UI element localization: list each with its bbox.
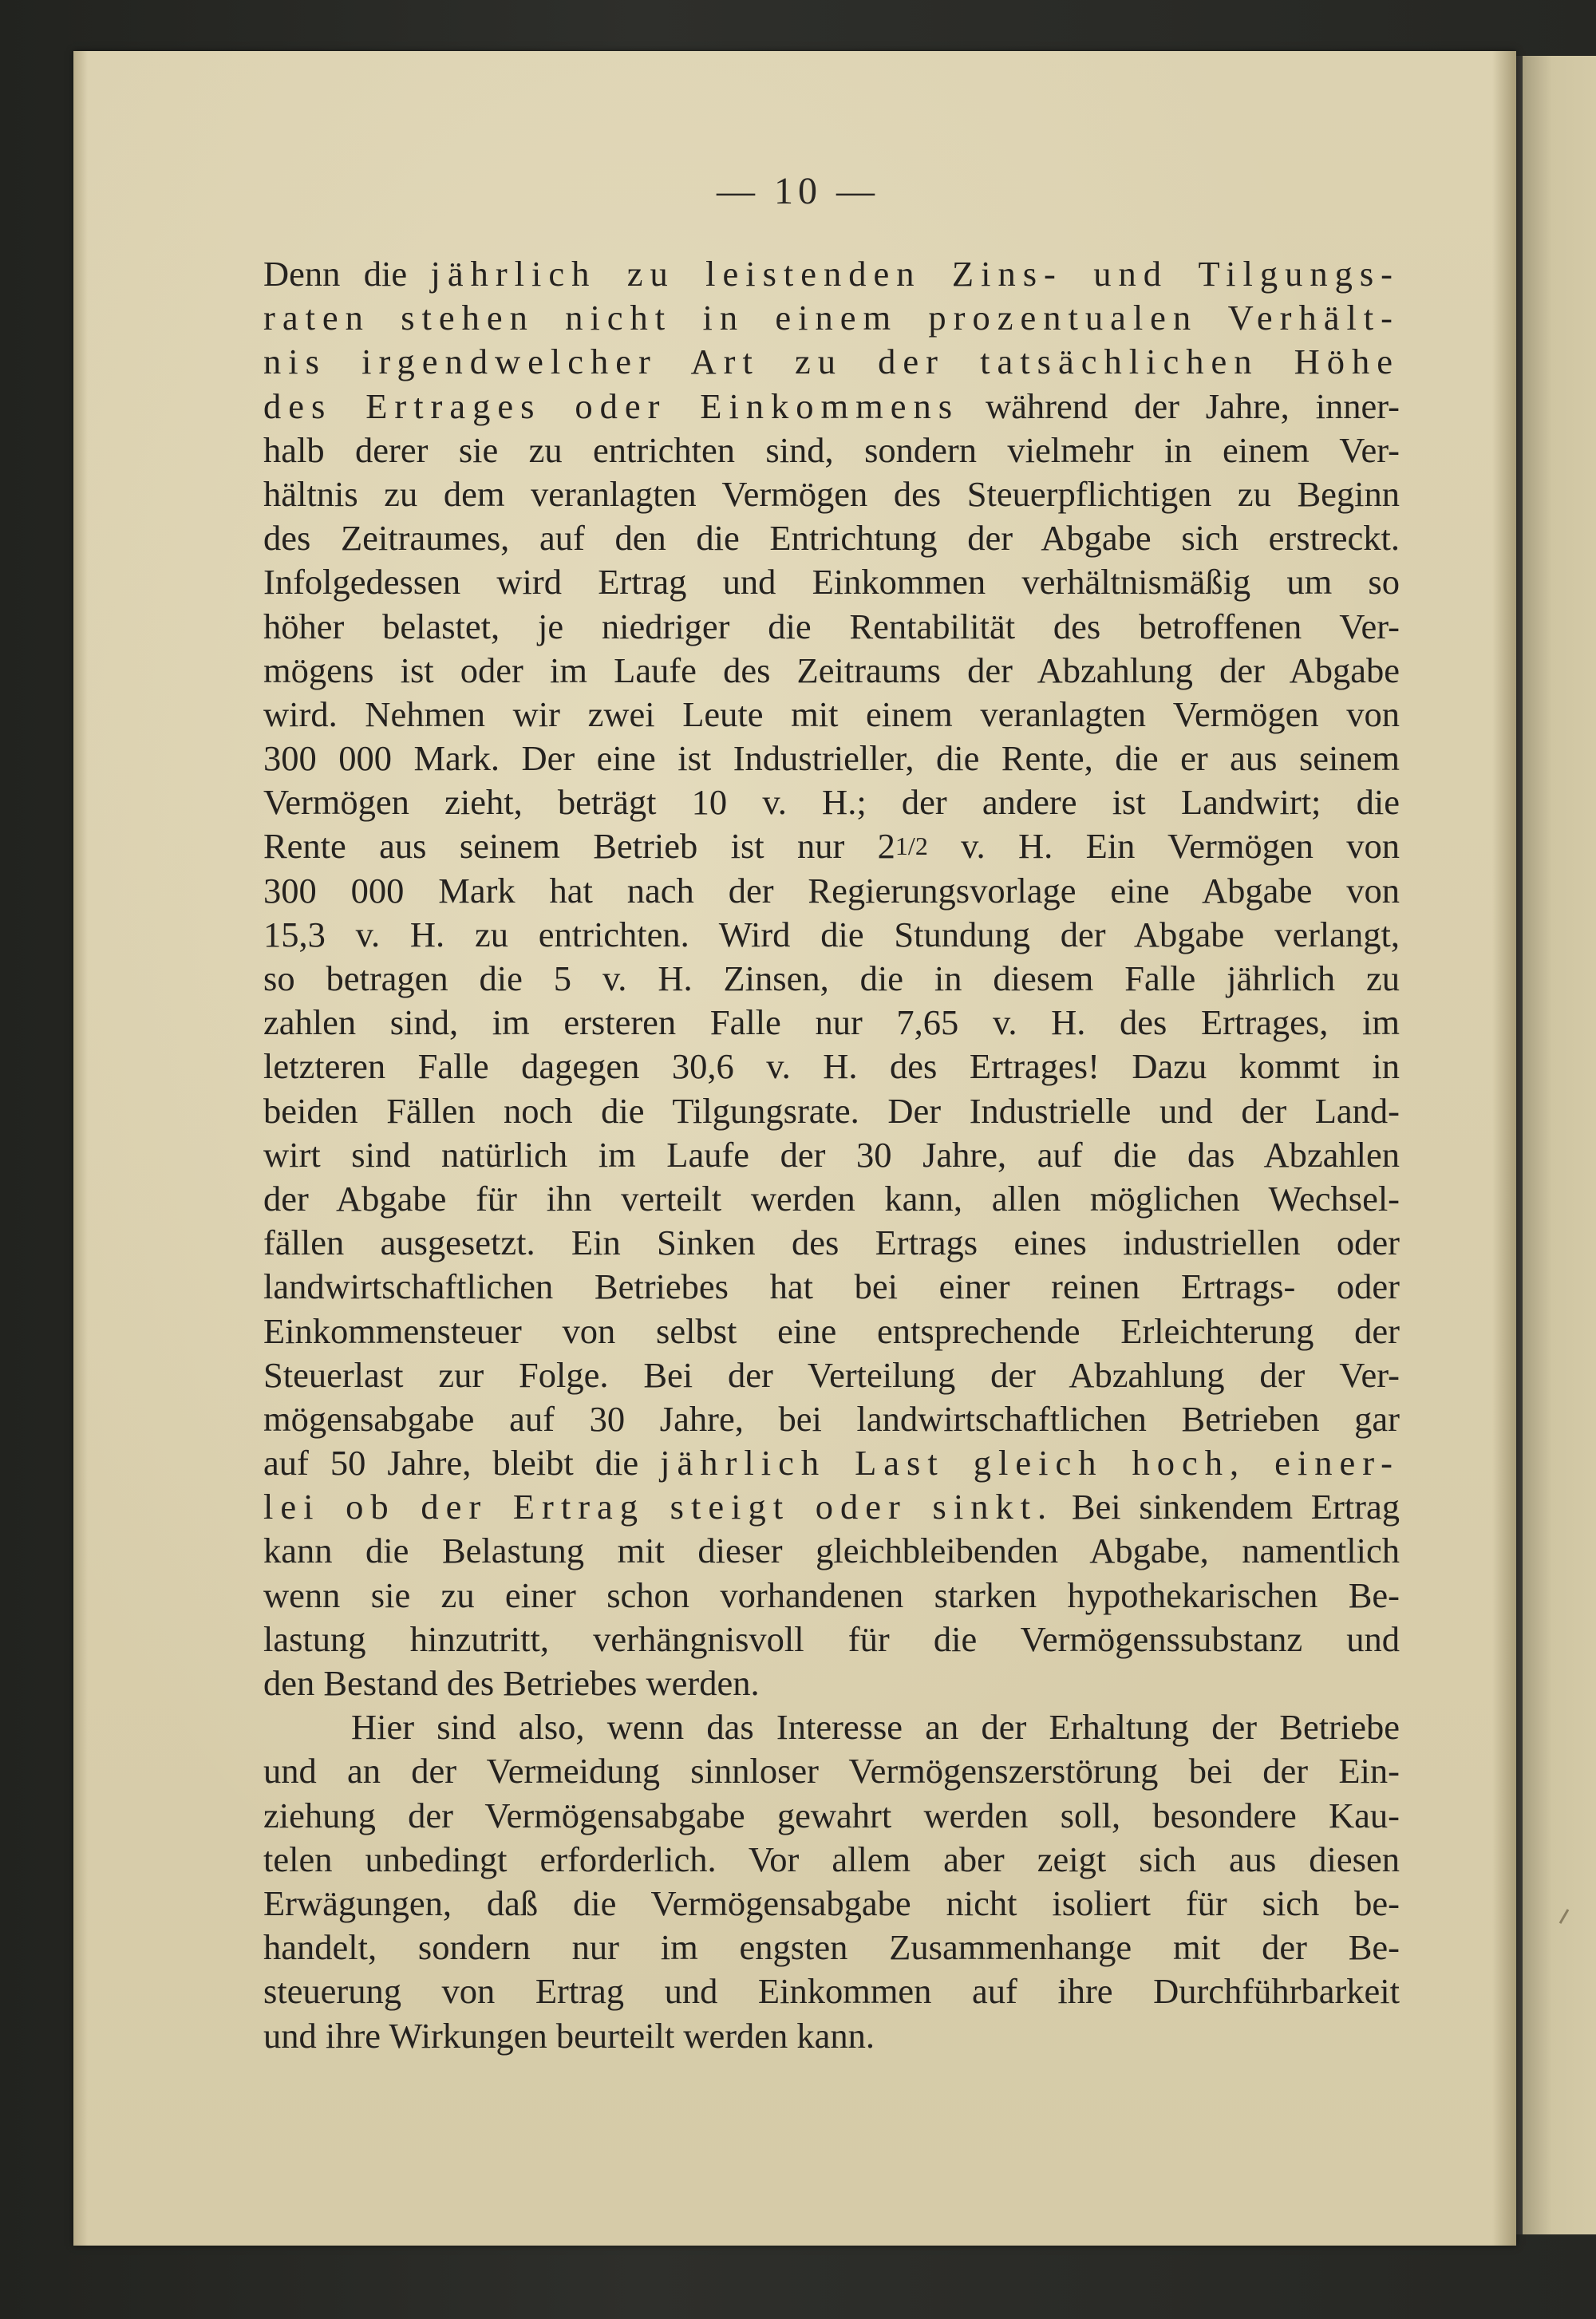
book-gutter (1516, 56, 1523, 2234)
spaced-emphasis: jährlich zu leistenden Zins- und Tilgungs- (430, 254, 1400, 294)
text-line (263, 1749, 1400, 1793)
page-left-shadow (73, 51, 88, 2246)
text-run: wirt sind natürlich im Laufe der 30 Jahre, auf die das Abzahlen (263, 1134, 1400, 1175)
text-line (263, 1265, 1400, 1309)
text-run: während der Jahre, inner- (959, 385, 1400, 426)
text-line (263, 1969, 1400, 2013)
text-run: mögensabgabe auf 30 Jahre, bei landwirtschaftlichen Betrieben gar (263, 1398, 1400, 1439)
text-line (263, 1618, 1400, 1661)
text-line (263, 693, 1400, 737)
text-run: Rente aus seinem Betrieb ist nur 2 (263, 826, 895, 867)
text-run: höher belastet, je niedriger die Rentabilität des betroffenen Ver- (263, 606, 1400, 646)
text-line (263, 1441, 1400, 1485)
text-line (263, 1838, 1400, 1882)
text-run: so betragen die 5 v. H. Zinsen, die in diesem Falle jährlich zu (263, 958, 1400, 998)
text-run: Denn die (263, 254, 431, 294)
text-line (263, 1574, 1400, 1618)
text-run: zahlen sind, im ersteren Falle nur 7,65 v. H. des Ertrages, im (263, 1002, 1400, 1043)
text-run: wenn sie zu einer schon vorhandenen starken hypothekarischen Be- (263, 1574, 1400, 1615)
text-run: beiden Fällen noch die Tilgungsrate. Der Industrielle und der Land- (263, 1090, 1400, 1131)
text-run: letzteren Falle dagegen 30,6 v. H. des Ertrages! Dazu kommt in (263, 1046, 1400, 1087)
text-run: telen unbedingt erforderlich. Vor allem aber zeigt sich aus diesen (263, 1839, 1400, 1879)
text-line (263, 1133, 1400, 1177)
text-line (263, 340, 1400, 384)
text-line (263, 1045, 1400, 1088)
text-run: landwirtschaftlichen Betriebes hat bei einer reinen Ertrags- oder (263, 1266, 1400, 1307)
text-run: Erwägungen, daß die Vermögensabgabe nicht isoliert für sich be- (263, 1882, 1400, 1923)
text-run: auf 50 Jahre, bleibt die (263, 1443, 661, 1483)
text-run: kann die Belastung mit dieser gleichbleibenden Abgabe, namentlich (263, 1531, 1400, 1571)
text-line (263, 1089, 1400, 1133)
text-run: ziehung der Vermögensabgabe gewahrt werden soll, besondere Kau- (263, 1795, 1400, 1835)
text-run: 300 000 Mark. Der eine ist Industrieller, die Rente, die er aus seinem (263, 738, 1400, 779)
text-run: steuerung von Ertrag und Einkommen auf ihre Durchführbarkeit (263, 1971, 1400, 2012)
text-run: 300 000 Mark hat nach der Regierungsvorlage eine Abgabe von (263, 870, 1400, 911)
text-run: den Bestand des Betriebes werden. (263, 1663, 760, 1703)
text-line (263, 429, 1400, 472)
text-run: wird. Nehmen wir zwei Leute mit einem veranlagten Vermögen von (263, 693, 1400, 734)
text-line (263, 957, 1400, 1001)
text-line (263, 1177, 1400, 1221)
text-run: fällen ausgesetzt. Ein Sinken des Ertrags eines industriellen oder (263, 1223, 1400, 1263)
spaced-emphasis: lei ob der Ertrag steigt oder sinkt. (263, 1487, 1054, 1527)
text-line (263, 560, 1400, 604)
text-run: mögens ist oder im Laufe des Zeitraums der Abzahlung der Abgabe (263, 650, 1400, 690)
text-line (263, 780, 1400, 824)
text-line (263, 1882, 1400, 1926)
text-run: halb derer sie zu entrichten sind, sondern vielmehr in einem Ver- (263, 429, 1400, 470)
text-line (263, 472, 1400, 516)
text-line (263, 296, 1400, 340)
text-line (263, 1705, 1400, 1749)
spaced-emphasis: jährlich Last gleich hoch, einer- (660, 1443, 1400, 1483)
text-line (263, 913, 1400, 957)
text-line (263, 385, 1400, 429)
text-line (263, 516, 1400, 560)
text-line (263, 1310, 1400, 1353)
text-line (263, 1794, 1400, 1838)
text-run: v. H. Ein Vermögen von (927, 826, 1400, 867)
text-line (263, 1221, 1400, 1265)
text-run: Hier sind also, wenn das Interesse an der Erhaltung der Betriebe (351, 1707, 1400, 1748)
text-line (263, 1353, 1400, 1397)
text-run: Einkommensteuer von selbst eine entsprechende Erleichterung der (263, 1310, 1400, 1351)
text-line (263, 1926, 1400, 1969)
text-run: hältnis zu dem veranlagten Vermögen des Steuerpflichtigen zu Beginn (263, 473, 1400, 514)
body-text (263, 252, 1400, 2058)
facing-page-edge (1523, 56, 1596, 2234)
text-run: lastung hinzutritt, verhängnisvoll für die Vermögenssubstanz und (263, 1618, 1400, 1659)
spaced-emphasis: nis irgendwelcher Art zu der tatsächlichen Höhe (263, 342, 1400, 382)
text-run: 15,3 v. H. zu entrichten. Wird die Stundung der Abgabe verlangt, (263, 914, 1400, 954)
page-number: — 10 — (717, 170, 879, 212)
text-run: Vermögen zieht, beträgt 10 v. H.; der andere ist Landwirt; die (263, 782, 1400, 823)
text-run: des Zeitraumes, auf den die Entrichtung der Abgabe sich erstreckt. (263, 518, 1400, 559)
text-line (263, 605, 1400, 649)
text-run: und ihre Wirkungen beurteilt werden kann. (263, 2015, 875, 2056)
text-line (263, 1485, 1400, 1529)
text-line (263, 649, 1400, 693)
text-line (263, 737, 1400, 780)
spaced-emphasis: des Ertrages oder Einkommens (263, 385, 960, 426)
text-line (263, 1529, 1400, 1573)
text-run: Steuerlast zur Folge. Bei der Verteilung der Abzahlung der Ver- (263, 1354, 1400, 1395)
text-line (263, 2014, 1400, 2058)
text-line (263, 1661, 1400, 1705)
text-run: Infolgedessen wird Ertrag und Einkommen verhältnismäßig um so (263, 562, 1400, 602)
page-gutter-shadow (1492, 51, 1516, 2246)
text-line (263, 1001, 1400, 1045)
spaced-emphasis: raten stehen nicht in einem prozentualen Verhält- (263, 298, 1400, 338)
text-line (263, 252, 1400, 296)
text-line (263, 869, 1400, 913)
fraction: 1/2 (895, 832, 928, 861)
text-run: der Abgabe für ihn verteilt werden kann, allen möglichen Wechsel- (263, 1178, 1400, 1219)
text-run: handelt, sondern nur im engsten Zusammenhange mit der Be- (263, 1927, 1400, 1968)
text-line (263, 1397, 1400, 1441)
text-run: und an der Vermeidung sinnloser Vermögenszerstörung bei der Ein- (263, 1751, 1400, 1792)
text-run: Bei sinkendem Ertrag (1053, 1487, 1400, 1527)
text-line (263, 824, 1400, 868)
